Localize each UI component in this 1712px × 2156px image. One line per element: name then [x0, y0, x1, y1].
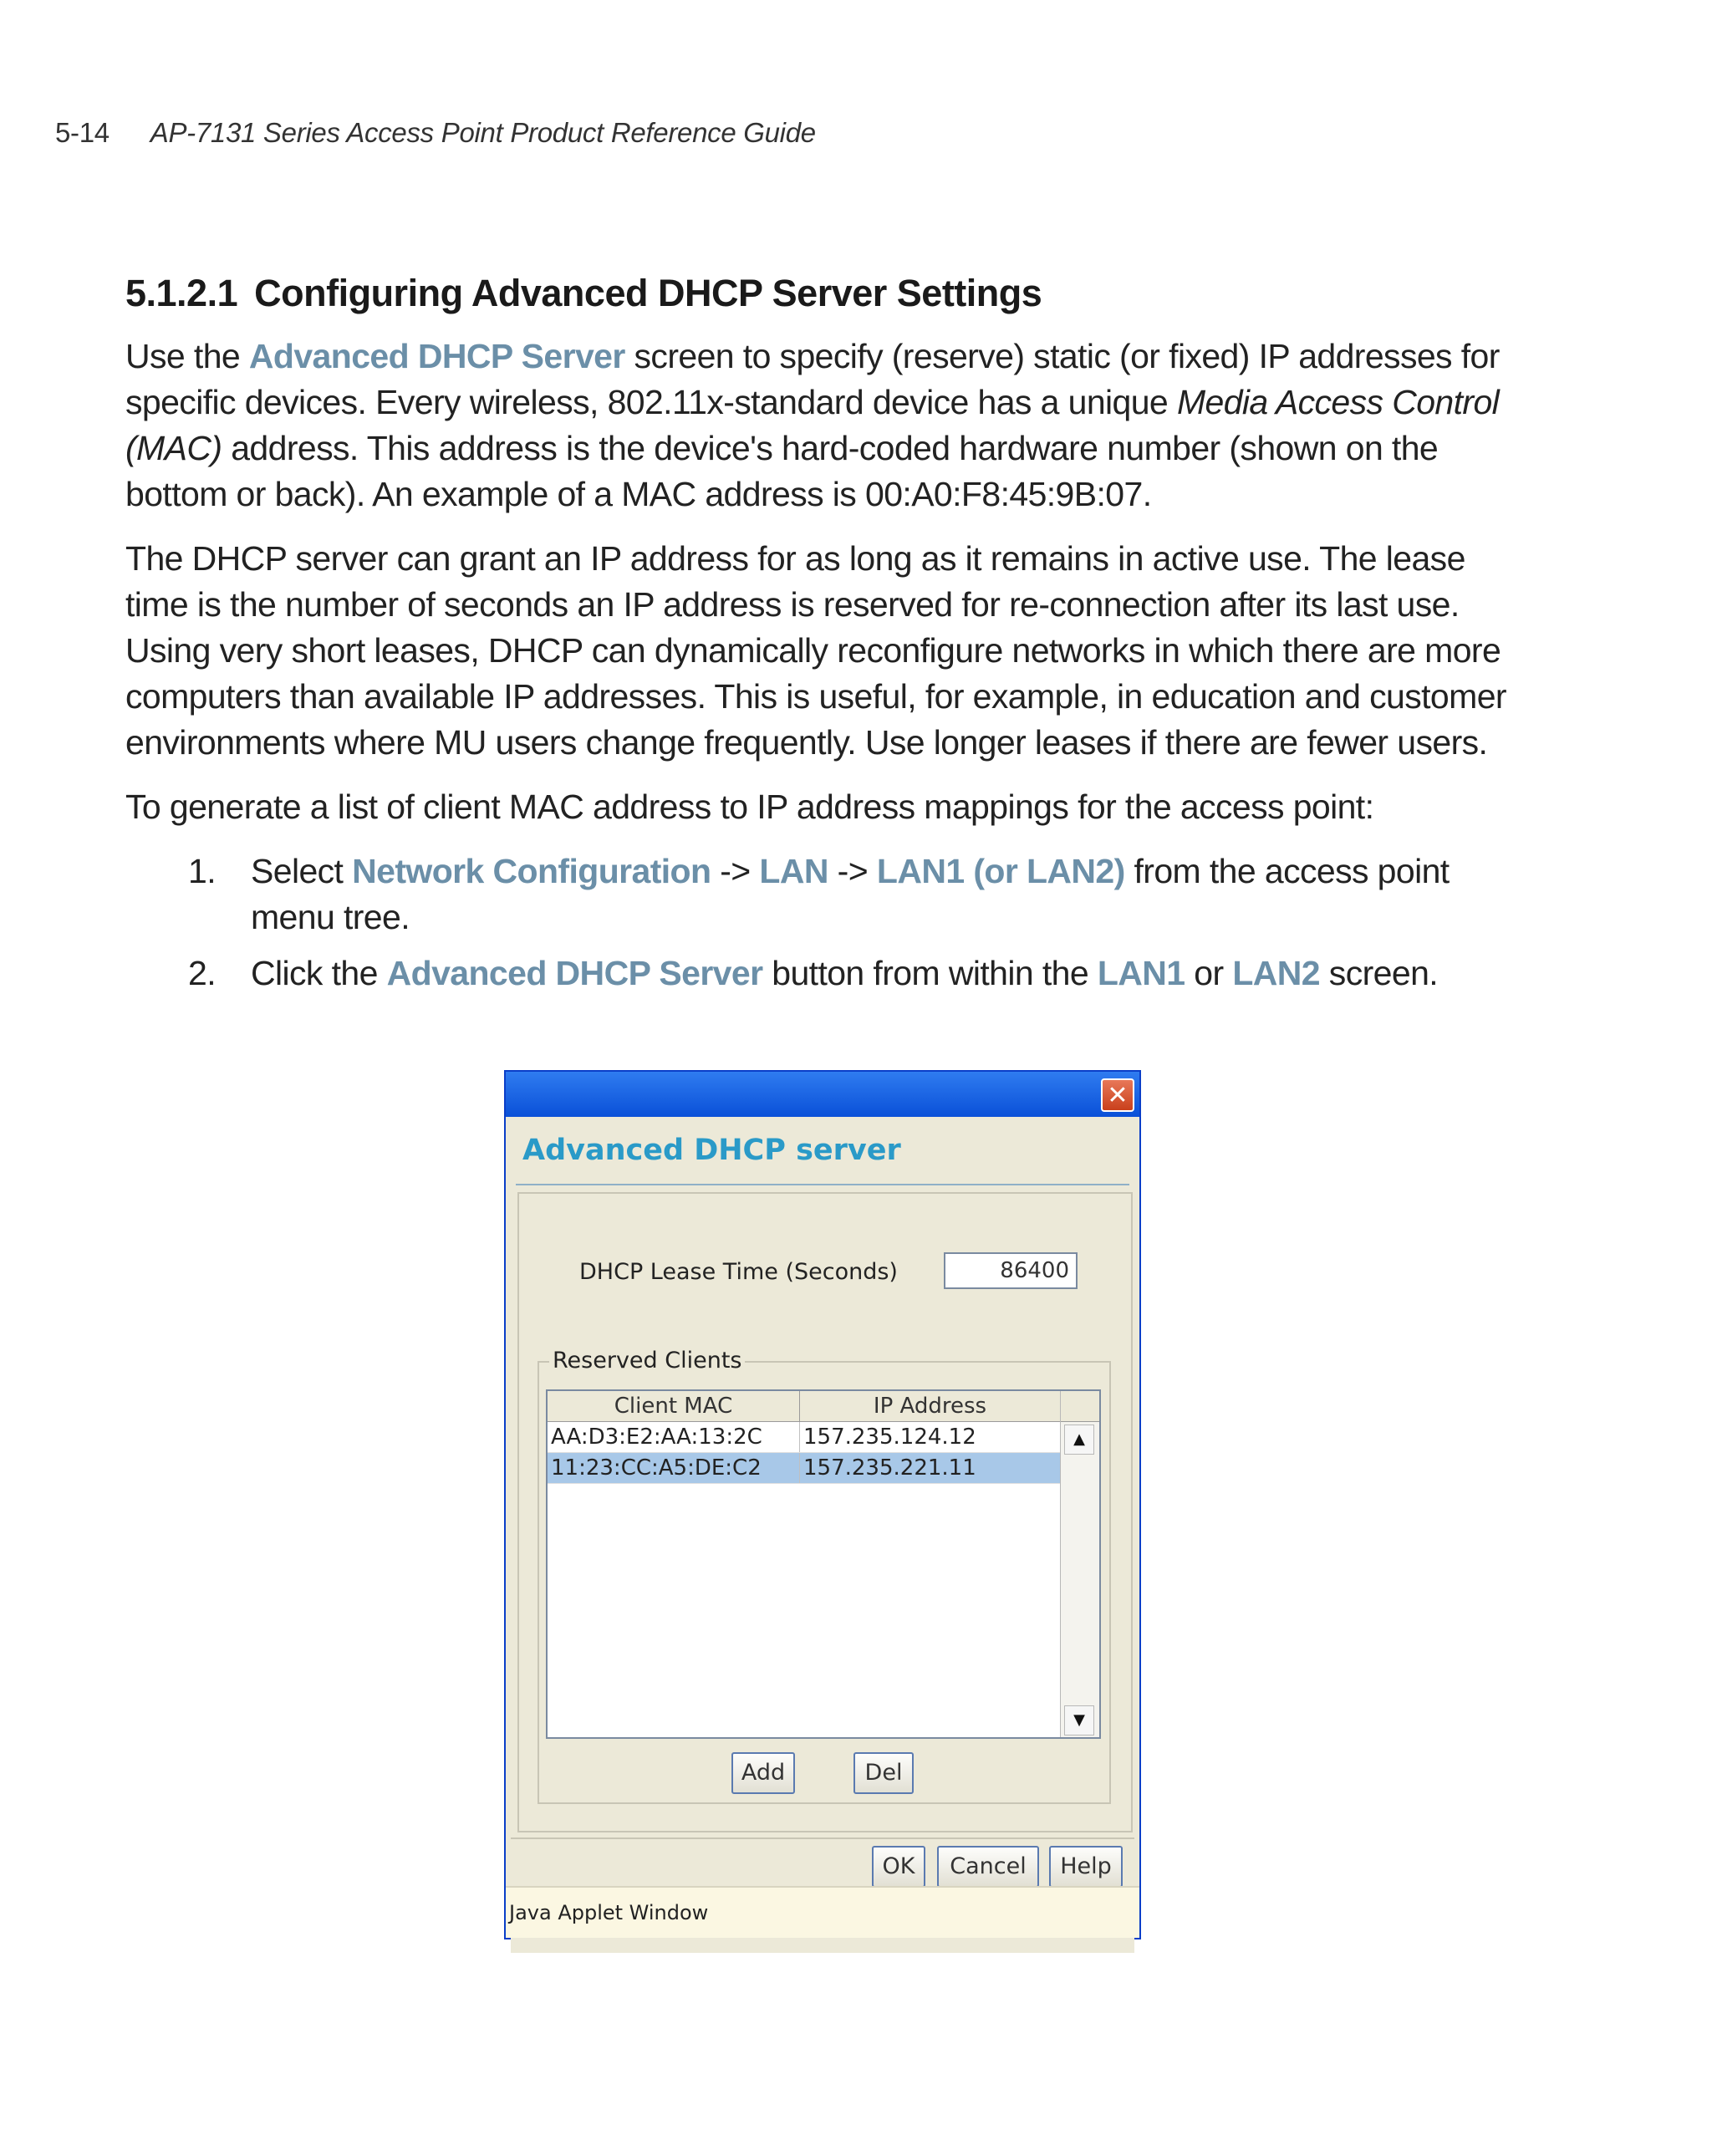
divider [516, 1184, 1129, 1185]
settings-panel [517, 1192, 1133, 1832]
ui-term-lan1: LAN1 [1097, 954, 1185, 992]
paragraph-steps-intro: To generate a list of client MAC address to IP address mappings for the access point: [125, 787, 1374, 826]
text-run: Click the [251, 954, 387, 992]
ui-term-network-configuration: Network Configuration [352, 852, 711, 890]
close-icon[interactable]: ✕ [1101, 1078, 1134, 1112]
section-content [125, 272, 1530, 1007]
text-run: -> [711, 852, 760, 890]
section-title: Configuring Advanced DHCP Server Settings [254, 272, 1042, 314]
page-number: 5-14 [55, 117, 110, 148]
section-number: 5.1.2.1 [125, 272, 238, 314]
help-button[interactable]: Help [1049, 1846, 1123, 1888]
vertical-scrollbar[interactable] [1060, 1391, 1099, 1737]
text-run: from the access point menu tree. [251, 852, 1450, 936]
table-row[interactable] [548, 1422, 1061, 1453]
paragraph-lease: The DHCP server can grant an IP address for as long as it remains in active use. The lease time is the number of seconds an IP address is reserved for re-connection after its last use. Using very short leases, DHCP can dynamically reconfigure networks in which there are more computers than available IP addresses. This is useful, for example, in education and customer environments where MU users change frequently. Use longer leases if there are fewer users. [125, 539, 1506, 762]
step-2 [125, 951, 1530, 996]
text-run: address. This address is the device's hard-coded hardware number (shown on the bottom or back). An example of a MAC address is 00:A0:F8:45:9B:07. [125, 429, 1439, 513]
ui-term-advanced-dhcp-server: Advanced DHCP Server [386, 954, 763, 992]
dialog-content [511, 1117, 1134, 1953]
step-1 [125, 849, 1530, 940]
steps-list [125, 849, 1530, 996]
advanced-dhcp-dialog [504, 1070, 1141, 1939]
cell-ip-address: 157.235.124.12 [800, 1422, 1061, 1452]
delete-button[interactable]: Del [853, 1752, 914, 1794]
page-header [55, 117, 816, 149]
cell-client-mac: AA:D3:E2:AA:13:2C [548, 1422, 800, 1452]
table-row-selected[interactable] [548, 1453, 1061, 1484]
ok-button[interactable]: OK [872, 1846, 925, 1888]
document-title: AP-7131 Series Access Point Product Reference Guide [150, 117, 816, 148]
reserved-clients-group [538, 1348, 1111, 1804]
lease-time-input[interactable]: 86400 [944, 1252, 1078, 1289]
cell-ip-address: 157.235.221.11 [800, 1453, 1061, 1483]
text-run: screen. [1320, 954, 1439, 992]
text-run: screen to specify (reserve) static (or fixed) IP addresses for specific devices. Every wireless, 802.11x-standard device has a unique [125, 337, 1500, 421]
ui-term-advanced-dhcp-server: Advanced DHCP Server [248, 337, 625, 375]
cancel-button[interactable]: Cancel [937, 1846, 1039, 1888]
applet-status-text: Java Applet Window [509, 1901, 709, 1924]
lease-time-label: DHCP Lease Time (Seconds) [579, 1259, 898, 1285]
step-number: 2. [188, 954, 216, 992]
divider [511, 1837, 1134, 1839]
scrollbar-header-cap [1061, 1391, 1099, 1422]
applet-status-bar [506, 1886, 1139, 1938]
ui-term-lan1-lan2: LAN1 (or LAN2) [876, 852, 1125, 890]
paragraph-intro [125, 334, 1530, 517]
text-run: Select [251, 852, 353, 890]
step-number: 1. [188, 852, 216, 890]
section-heading [125, 272, 1530, 315]
add-button[interactable]: Add [731, 1752, 795, 1794]
scroll-up-icon[interactable]: ▲ [1064, 1425, 1094, 1455]
table-header [548, 1391, 1061, 1422]
text-run: -> [828, 852, 877, 890]
dialog-title: Advanced DHCP server [522, 1134, 901, 1167]
text-run: or [1185, 954, 1233, 992]
column-header-client-mac[interactable]: Client MAC [548, 1391, 800, 1421]
term-mac: Media Access Control (MAC) [125, 383, 1500, 467]
cell-client-mac: 11:23:CC:A5:DE:C2 [548, 1453, 800, 1483]
scroll-down-icon[interactable]: ▼ [1064, 1705, 1094, 1736]
text-run: Use the [125, 337, 249, 375]
reserved-clients-table [546, 1389, 1101, 1739]
text-run: button from within the [762, 954, 1098, 992]
column-header-ip-address[interactable]: IP Address [800, 1391, 1061, 1421]
ui-term-lan2: LAN2 [1232, 954, 1321, 992]
reserved-clients-label: Reserved Clients [549, 1348, 745, 1374]
dialog-titlebar[interactable] [506, 1072, 1139, 1117]
ui-term-lan: LAN [759, 852, 828, 890]
